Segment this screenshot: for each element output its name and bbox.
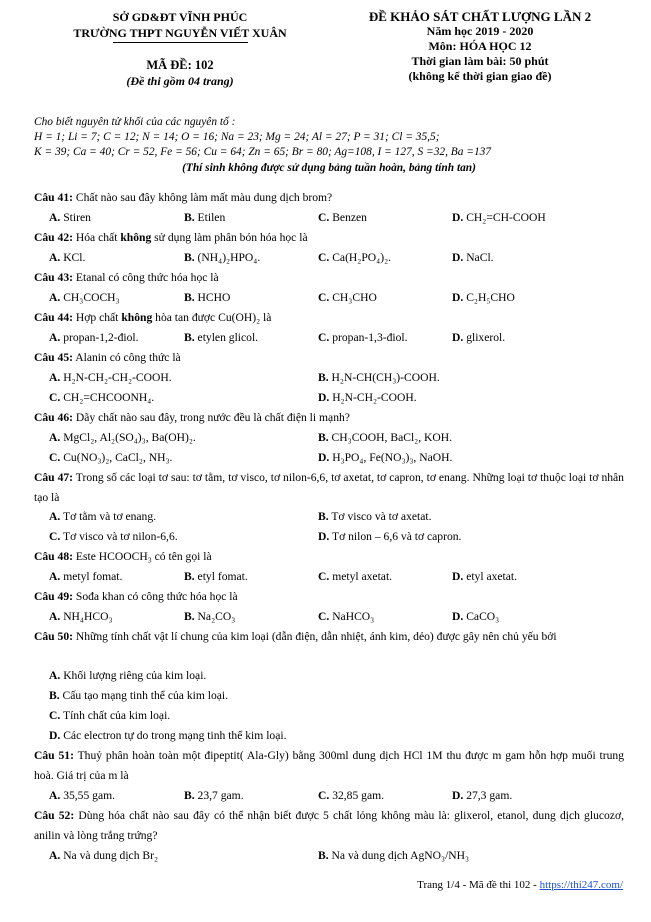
option-c: C. metyl axetat. [318,570,393,583]
question-text: Trong số các loại tơ sau: tơ tằm, tơ visco, tơ nilon-6,6, tơ axetat, tơ capron, tơ enang. Những loại tơ thuộc loại tơ nhân tạo là [34,471,624,504]
option-d: D. CH₂=CH-COOH [452,211,546,224]
question-51 [34,746,624,786]
options-46-row2 [49,448,629,468]
option-c: C. Tơ visco và tơ nilon-6,6. [49,530,178,543]
info-note: (Thí sinh không được sử dụng bảng tuần hoàn, bảng tính tan) [182,162,476,174]
option-50-a: A. Khối lượng riêng của kim loại. [49,669,207,682]
option-a: A. Tơ tằm và tơ enang. [49,510,157,523]
question-50 [34,627,624,647]
option-d: D. Tơ nilon – 6,6 và tơ capron. [318,530,462,543]
option-c: C. propan-1,3-điol. [318,331,408,344]
option-d: D. NaCl. [452,251,494,264]
header-right [325,9,635,84]
atomic-mass-info [34,115,624,176]
option-c: C. Cu(NO₃)₂, CaCl₂, NH₃. [49,451,173,464]
option-a: A. 35,55 gam. [49,789,116,802]
question-text: Alanin có công thức là [75,351,181,364]
option-b: B. H₂N-CH(CH₃)-COOH. [318,371,440,384]
info-intro: Cho biết nguyên tử khối của các nguyên tố : [34,116,236,128]
option-b: B. (NH₄)₂HPO₄. [184,251,261,264]
options-45-row1 [49,368,629,388]
options-52 [49,846,629,866]
question-label: Câu 47: [34,471,74,484]
question-text: Dãy chất nào sau đây, trong nước đều là chất điện li mạnh? [75,411,350,424]
option-c: C. CH₂=CHCOONH₄. [49,391,155,404]
question-47 [34,468,624,508]
page-footer [417,879,623,891]
option-a: A. metyl fomat. [49,570,123,583]
option-b: B. CH₃COOH, BaCl₂, KOH. [318,431,453,444]
option-d: D. 27,3 gam. [452,789,513,802]
question-label: Câu 50: [34,630,73,643]
question-43 [34,268,624,288]
option-50-d: D. Các electron tự do trong mạng tinh thể kim loại. [49,729,287,742]
option-c: C. Ca(H₂PO₄)₂. [318,251,392,264]
question-label: Câu 48: [34,550,73,563]
question-49 [34,587,624,607]
options-43 [49,288,629,308]
option-b: B. Na₂CO₃ [184,610,236,623]
question-46 [34,408,624,428]
option-b: B. Na và dung dịch AgNO₃/NH₃ [318,849,470,862]
option-b: B. 23,7 gam. [184,789,244,802]
header-left [30,9,330,89]
option-b: B. Tơ visco và tơ axetat. [318,510,432,523]
time-limit: Thời gian làm bài: 50 phút [411,54,549,68]
option-b: B. etyl fomat. [184,570,248,583]
question-label: Câu 45: [34,351,73,364]
option-d: D. glixerol. [452,331,506,344]
option-a: A. Na và dung dịch Br₂ [49,849,159,862]
options-41 [49,208,629,228]
option-b: B. etylen glicol. [184,331,259,344]
exam-code: MÃ ĐỀ: 102 [146,58,214,72]
option-50-c: C. Tính chất của kim loại. [49,709,171,722]
question-label: Câu 49: [34,590,73,603]
option-d: D. CaCO₃ [452,610,500,623]
question-label: Câu 51: [34,749,74,762]
option-d: D. H₂N-CH₂-COOH. [318,391,417,404]
question-text: Chất nào sau đây không làm mất màu dung dịch brom? [75,191,333,204]
subject: Môn: HÓA HỌC 12 [428,39,532,53]
question-label: Câu 44: [34,311,73,324]
options-48 [49,567,629,587]
option-b: B. HCHO [184,291,231,304]
question-label: Câu 43: [34,271,73,284]
option-c: C. 32,85 gam. [318,789,385,802]
question-45 [34,348,624,368]
question-48 [34,547,624,567]
footer-text: Trang 1/4 - Mã đề thi 102 - [417,879,540,891]
question-text: Những tính chất vật lí chung của kim loại (dẫn điện, dẫn nhiệt, ánh kim, dẻo) được gây nên chủ yếu bởi [75,630,557,643]
page-count: (Đề thi gồm 04 trang) [126,74,234,88]
option-a: A. NH₄HCO₃ [49,610,113,623]
option-d: D. H₃PO₄, Fe(NO₃)₃, NaOH. [318,451,453,464]
option-c: C. NaHCO₃ [318,610,375,623]
question-label: Câu 46: [34,411,73,424]
options-45-row2 [49,388,629,408]
options-44 [49,328,629,348]
exam-title: ĐỀ KHẢO SÁT CHẤT LƯỢNG LẦN 2 [368,9,592,24]
question-52 [34,806,624,846]
option-c: C. CH₃CHO [318,291,377,304]
question-text: Dùng hóa chất nào sau đây có thể nhận biết được 5 chất lỏng không màu là: glixerol, etanol, dung dịch glucozơ, anilin và lòng trắng trứng? [34,809,624,842]
question-label: Câu 41: [34,191,73,204]
option-a: A. MgCl₂, Al₂(SO₄)₃, Ba(OH)₂. [49,431,196,444]
option-a: A. KCl. [49,251,86,264]
question-text: Thuỷ phân hoàn toàn một đipeptit( Ala-Gly) bằng 300ml dung dịch HCl 1M thu được m gam hỗn hợp muối trung hoà. Giá trị của m là [34,749,624,782]
question-label: Câu 52: [34,809,75,822]
options-46-row1 [49,428,629,448]
question-label: Câu 42: [34,231,73,244]
question-text: Hợp chất không hòa tan được Cu(OH)₂ là [75,311,272,324]
question-text: Hóa chất không sử dụng làm phân bón hóa học là [75,231,308,244]
school-name: TRƯỜNG THPT NGUYỄN VIẾT XUÂN [73,26,287,40]
question-42 [34,228,624,248]
question-44 [34,308,624,328]
option-a: A. propan-1,2-điol. [49,331,139,344]
info-line-1: H = 1; Li = 7; C = 12; N = 14; O = 16; Na = 23; Mg = 24; Al = 27; P = 31; Cl = 35,5; [34,131,440,143]
options-49 [49,607,629,627]
options-47-row2 [49,527,629,547]
option-a: A. H₂N-CH₂-CH₂-COOH. [49,371,172,384]
option-c: C. Benzen [318,211,367,224]
question-text: Este HCOOCH₃ có tên gọi là [75,550,212,563]
options-47-row1 [49,507,629,527]
department-name: SỞ GD&ĐT VĨNH PHÚC [112,10,248,24]
question-41 [34,188,624,208]
footer-link[interactable]: https://thi247.com/ [539,879,623,891]
question-text: Sođa khan có công thức hóa học là [75,590,238,603]
options-42 [49,248,629,268]
question-text: Etanal có công thức hóa học là [75,271,219,284]
option-50-b: B. Cấu tạo mạng tinh thể của kim loại. [49,689,229,702]
option-a: A. Stiren [49,211,91,224]
option-d: D. C₂H₅CHO [452,291,515,304]
info-line-2: K = 39; Ca = 40; Cr = 52, Fe = 56; Cu = 64; Zn = 65; Br = 80; Ag=108, I = 127, S =32, Ba =137 [34,146,492,158]
option-b: B. Etilen [184,211,226,224]
option-d: D. etyl axetat. [452,570,518,583]
time-note: (không kể thời gian giao đề) [408,69,552,83]
school-year: Năm học 2019 - 2020 [426,24,534,38]
header-rule [113,42,248,43]
option-a: A. CH₃COCH₃ [49,291,120,304]
options-51 [49,786,629,806]
